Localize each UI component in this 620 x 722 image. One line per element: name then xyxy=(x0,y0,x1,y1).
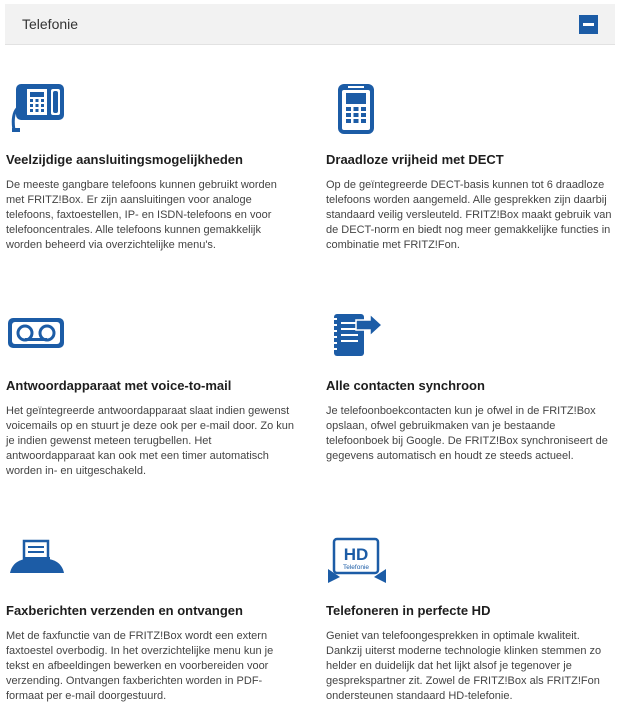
feature-title: Antwoordapparaat met voice-to-mail xyxy=(6,378,232,393)
hd-telefonie-icon xyxy=(326,535,386,595)
feature-connection-options xyxy=(6,84,296,264)
section-header[interactable] xyxy=(5,4,615,45)
fax-icon xyxy=(6,535,66,595)
feature-title: Draadloze vrijheid met DECT xyxy=(326,152,504,167)
desk-phone-icon xyxy=(6,84,66,144)
collapse-button[interactable] xyxy=(579,15,598,34)
feature-text: Het geïntegreerde antwoordapparaat slaat indien gewenst voicemails op en stuurt je deze ook per e-mail door. Zo kun je indien gewenst meteen terugbellen. Het antwoordapparaat kan ook met een timer automatisch worden in- en uitgeschakeld. xyxy=(6,405,294,477)
feature-contacts-sync xyxy=(326,310,616,490)
feature-text: De meeste gangbare telefoons kunnen gebruikt worden met FRITZ!Box. Er zijn aansluitingen voor analoge telefoons, faxtoestellen, IP- en ISDN-telefoons en voor telefooncentrales. Alle telefoons kunnen gemakkelijk worden beheerd via overzichtelijke menu's. xyxy=(6,179,277,251)
feature-fax xyxy=(6,535,296,715)
contacts-sync-icon xyxy=(326,310,386,370)
feature-text: Je telefoonboekcontacten kun je ofwel in de FRITZ!Box opslaan, ofwel gebruikmaken van je bestaande telefoonboek bij Google. De FRITZ!Box synchroniseert de gegevens automatisch en houdt ze steeds actueel. xyxy=(326,405,608,462)
hd-icon-label: HD xyxy=(343,545,369,564)
feature-hd-telephony xyxy=(326,535,616,715)
voicemail-icon xyxy=(6,310,66,370)
telefonie-icon-label: Telefonie xyxy=(342,564,370,571)
feature-title: Alle contacten synchroon xyxy=(326,378,485,393)
minus-icon xyxy=(583,23,594,26)
dect-handset-icon xyxy=(326,84,386,144)
feature-title: Faxberichten verzenden en ontvangen xyxy=(6,603,243,618)
feature-text: Met de faxfunctie van de FRITZ!Box wordt een extern faxtoestel overbodig. In het overzichtelijke menu kun je tekst en afbeeldingen bewerken en voorbereiden voor verzending. Ontvangen faxberichten worden in PDF-formaat per e-mail doorgestuurd. xyxy=(6,630,274,702)
feature-text: Geniet van telefoongesprekken in optimale kwaliteit. Dankzij uiterst moderne technologie klinken stemmen zo helder en duidelijk dat het lijkt alsof je tegenover je gesprekspartner zit. Zowel de FRITZ!Box als FRITZ!Fon ondersteunen standaard HD-telefonie. xyxy=(326,630,602,702)
feature-title: Veelzijdige aansluitingsmogelijkheden xyxy=(6,152,243,167)
feature-text: Op de geïntegreerde DECT-basis kunnen tot 6 draadloze telefoons worden aangemeld. Alle gesprekken zijn daarbij standaard veilig versleuteld. FRITZ!Box maakt gebruik van de DECT-norm en biedt nog meer gemakkelijke functies in combinatie met FRITZ!Fon. xyxy=(326,179,612,251)
feature-voicemail xyxy=(6,310,296,490)
feature-title: Telefoneren in perfecte HD xyxy=(326,603,491,618)
section-title: Telefonie xyxy=(22,16,79,32)
feature-dect xyxy=(326,84,616,264)
